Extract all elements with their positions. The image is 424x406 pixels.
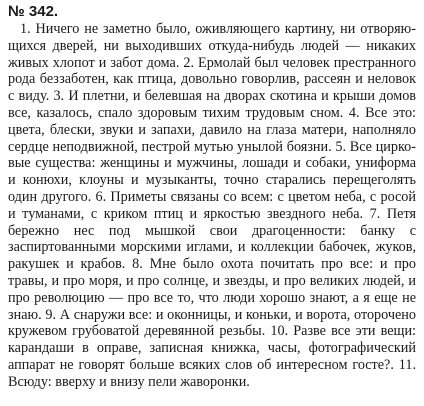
exercise-number: № 342. [8,3,59,20]
exercise-text: 1. Ничего не заметно было, оживляющего картину, ни отворяющихся дверей, ни выходивших откуда-нибудь людей — никаких живых хлопот и забот дома. 2. Ермолай был человек престранного рода беззаботен, как птица, довольно говорлив, рассеян и неловок с виду. 3. И плетни, и белевшая на дворах скотина и крыши домов все, казалось, спало здоровым тихим трудовым сном. 4. Все это: цвета, блески, звуки и запахи, давило на глаза матери, наполняло сердце неподвижной, пестрой мутью унылой боязни. 5. Все цирковые существа: женщины и мужчины, лошади и собаки, униформа и конюхи, клоуны и музыканты, точно старались перещеголять один другого. 6. Приметы связаны со всем: с цветом неба, с росой и туманами, с криком птиц и яркостью звездного неба. 7. Петя бережно нес под мышкой свои драгоценности: банку с заспиртованными морскими иглами, и коллекции бабочек, жуков, ракушек и крабов. 8. Мне было охота почитать про все: и про травы, и про моря, и про солнце, и звезды, и про великих людей, и про революцию — про все то, что люди хорошо знают, а я еще не знаю. 9. А снаружи все: и оконницы, и коньки, и ворота, оторочено кружевом грубоватой деревянной резьбы. 10. Разве все эти вещи: карандаши в оправе, записная книжка, часы, фотографический аппарат не говорят больше всяких слов об интересном госте?. 11. Всюду: вверху и внизу пели жаворонки. [8,21,416,390]
